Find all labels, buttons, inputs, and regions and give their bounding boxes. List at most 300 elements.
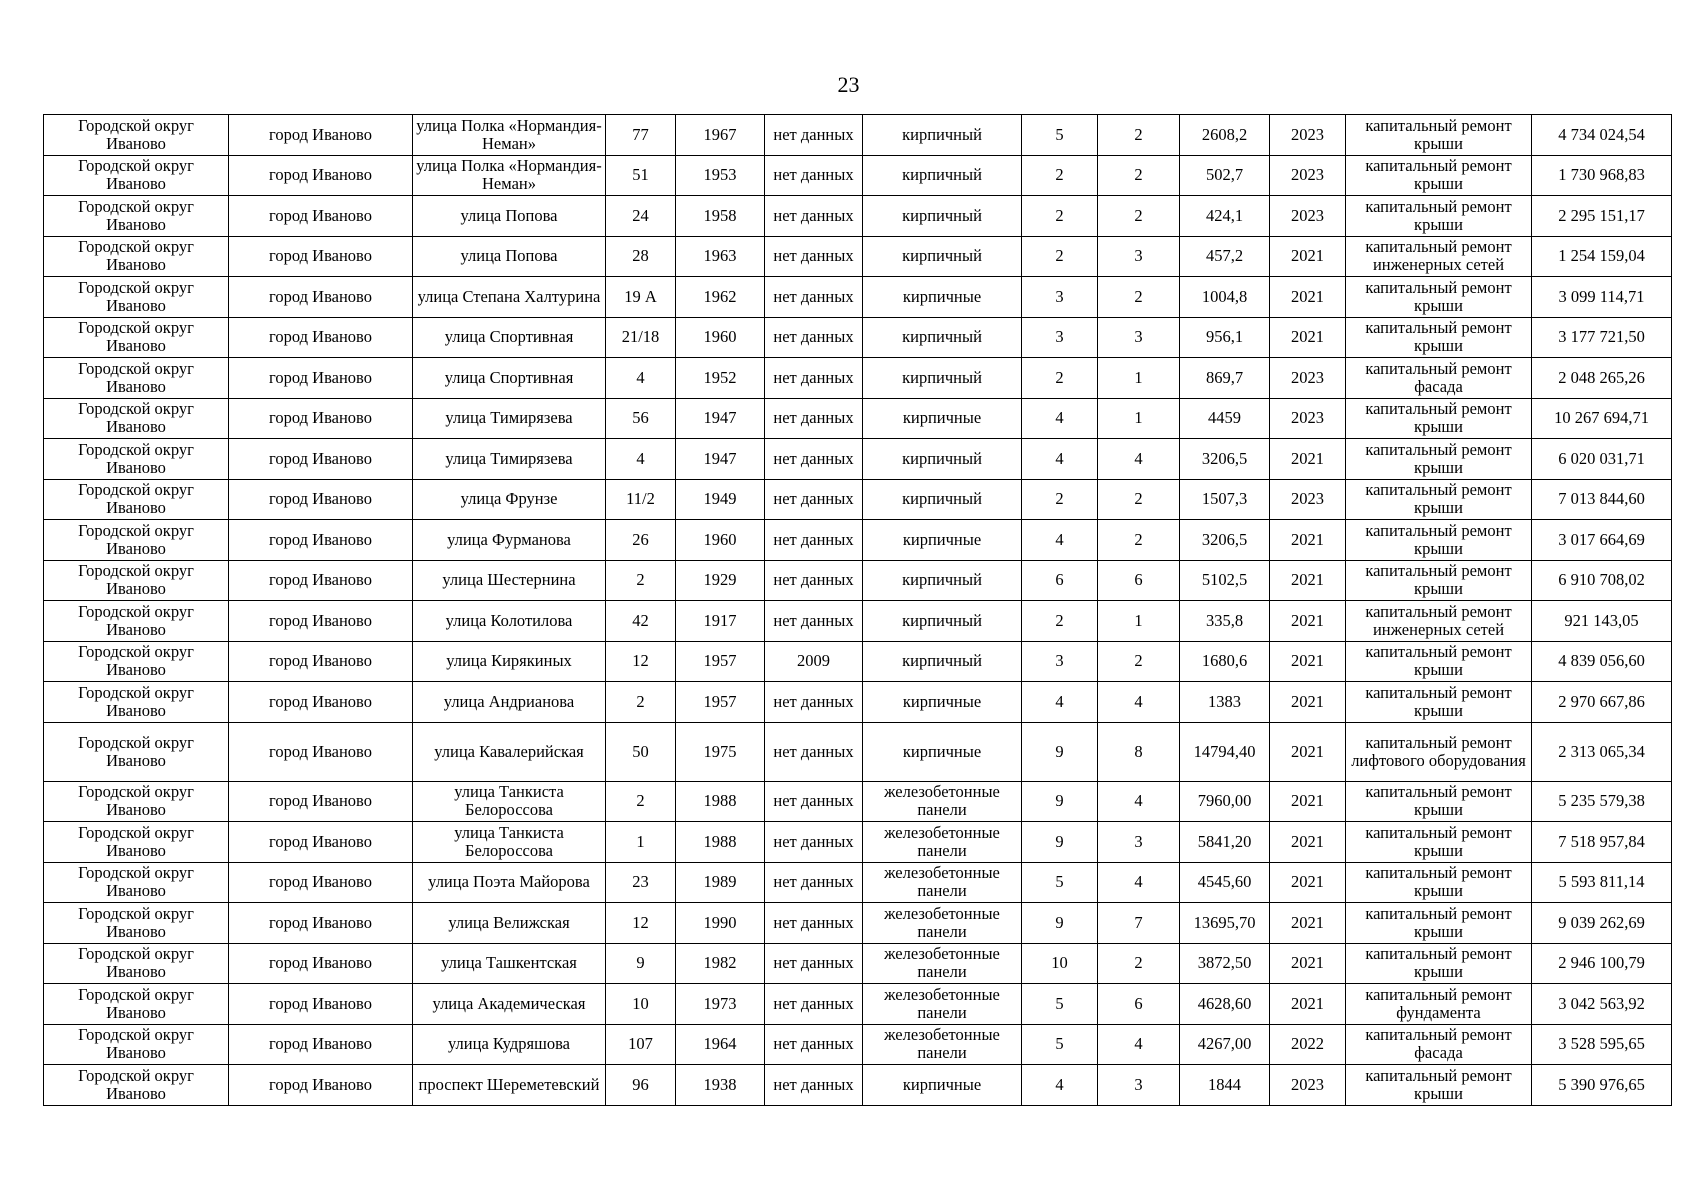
cell-floors: 2 xyxy=(1022,601,1098,642)
cell-municipality: Городской округ Иваново xyxy=(44,601,229,642)
cell-year-built: 1949 xyxy=(676,479,765,520)
cell-area: 5841,20 xyxy=(1180,822,1270,863)
cell-house-number: 2 xyxy=(606,682,676,723)
cell-street: улица Кудряшова xyxy=(413,1024,606,1065)
cell-repair-type: капитальный ремонт крыши xyxy=(1346,196,1532,237)
cell-settlement: город Иваново xyxy=(229,317,413,358)
cell-area: 4459 xyxy=(1180,398,1270,439)
cell-cost: 4 734 024,54 xyxy=(1532,115,1672,156)
cell-repair-type: капитальный ремонт крыши xyxy=(1346,155,1532,196)
cell-floors: 4 xyxy=(1022,520,1098,561)
cell-year-built: 1988 xyxy=(676,822,765,863)
cell-year-built: 1962 xyxy=(676,277,765,318)
cell-repair-year: 2021 xyxy=(1270,439,1346,480)
table-row xyxy=(44,781,1672,822)
cell-entrances: 4 xyxy=(1098,781,1180,822)
cell-repair-type: капитальный ремонт крыши xyxy=(1346,682,1532,723)
cell-municipality: Городской округ Иваново xyxy=(44,781,229,822)
cell-year-renovated: нет данных xyxy=(765,236,863,277)
cell-cost: 1 730 968,83 xyxy=(1532,155,1672,196)
cell-cost: 5 390 976,65 xyxy=(1532,1065,1672,1106)
cell-wall-material: железобетонные панели xyxy=(863,943,1022,984)
cell-street: улица Тимирязева xyxy=(413,439,606,480)
cell-entrances: 6 xyxy=(1098,560,1180,601)
cell-repair-type: капитальный ремонт фасада xyxy=(1346,1024,1532,1065)
cell-house-number: 96 xyxy=(606,1065,676,1106)
cell-cost: 3 099 114,71 xyxy=(1532,277,1672,318)
cell-street: улица Академическая xyxy=(413,984,606,1025)
cell-wall-material: кирпичный xyxy=(863,641,1022,682)
cell-repair-type: капитальный ремонт крыши xyxy=(1346,781,1532,822)
cell-area: 2608,2 xyxy=(1180,115,1270,156)
cell-settlement: город Иваново xyxy=(229,479,413,520)
cell-settlement: город Иваново xyxy=(229,439,413,480)
cell-year-built: 1917 xyxy=(676,601,765,642)
cell-entrances: 4 xyxy=(1098,862,1180,903)
cell-street: улица Ташкентская xyxy=(413,943,606,984)
cell-repair-year: 2023 xyxy=(1270,155,1346,196)
cell-repair-type: капитальный ремонт лифтового оборудования xyxy=(1346,722,1532,781)
cell-area: 13695,70 xyxy=(1180,903,1270,944)
cell-street: проспект Шереметевский xyxy=(413,1065,606,1106)
cell-wall-material: кирпичные xyxy=(863,682,1022,723)
cell-municipality: Городской округ Иваново xyxy=(44,722,229,781)
cell-settlement: город Иваново xyxy=(229,822,413,863)
cell-cost: 7 013 844,60 xyxy=(1532,479,1672,520)
cell-wall-material: железобетонные панели xyxy=(863,984,1022,1025)
cell-cost: 2 970 667,86 xyxy=(1532,682,1672,723)
cell-municipality: Городской округ Иваново xyxy=(44,1065,229,1106)
cell-area: 1004,8 xyxy=(1180,277,1270,318)
cell-settlement: город Иваново xyxy=(229,236,413,277)
cell-repair-type: капитальный ремонт крыши xyxy=(1346,317,1532,358)
cell-year-renovated: нет данных xyxy=(765,984,863,1025)
cell-cost: 921 143,05 xyxy=(1532,601,1672,642)
cell-area: 1680,6 xyxy=(1180,641,1270,682)
cell-area: 7960,00 xyxy=(1180,781,1270,822)
cell-settlement: город Иваново xyxy=(229,155,413,196)
cell-year-renovated: нет данных xyxy=(765,398,863,439)
cell-settlement: город Иваново xyxy=(229,560,413,601)
cell-year-built: 1975 xyxy=(676,722,765,781)
cell-street: улица Фурманова xyxy=(413,520,606,561)
cell-street: улица Попова xyxy=(413,236,606,277)
cell-repair-year: 2021 xyxy=(1270,822,1346,863)
cell-year-built: 1957 xyxy=(676,641,765,682)
cell-wall-material: кирпичные xyxy=(863,277,1022,318)
cell-street: улица Колотилова xyxy=(413,601,606,642)
cell-repair-year: 2021 xyxy=(1270,601,1346,642)
cell-entrances: 8 xyxy=(1098,722,1180,781)
cell-entrances: 2 xyxy=(1098,520,1180,561)
cell-street: улица Степана Халтурина xyxy=(413,277,606,318)
cell-cost: 3 177 721,50 xyxy=(1532,317,1672,358)
table-row xyxy=(44,984,1672,1025)
cell-area: 457,2 xyxy=(1180,236,1270,277)
cell-floors: 6 xyxy=(1022,560,1098,601)
cell-cost: 3 017 664,69 xyxy=(1532,520,1672,561)
cell-repair-year: 2021 xyxy=(1270,277,1346,318)
cell-year-renovated: нет данных xyxy=(765,1024,863,1065)
cell-repair-year: 2021 xyxy=(1270,236,1346,277)
cell-repair-type: капитальный ремонт крыши xyxy=(1346,903,1532,944)
cell-repair-year: 2021 xyxy=(1270,781,1346,822)
cell-wall-material: кирпичные xyxy=(863,722,1022,781)
cell-year-renovated: нет данных xyxy=(765,601,863,642)
cell-house-number: 2 xyxy=(606,560,676,601)
cell-repair-year: 2021 xyxy=(1270,903,1346,944)
cell-floors: 4 xyxy=(1022,398,1098,439)
cell-settlement: город Иваново xyxy=(229,115,413,156)
cell-floors: 9 xyxy=(1022,722,1098,781)
cell-entrances: 1 xyxy=(1098,601,1180,642)
cell-house-number: 12 xyxy=(606,903,676,944)
cell-year-built: 1960 xyxy=(676,317,765,358)
cell-floors: 4 xyxy=(1022,682,1098,723)
cell-house-number: 4 xyxy=(606,358,676,399)
cell-year-built: 1982 xyxy=(676,943,765,984)
cell-settlement: город Иваново xyxy=(229,903,413,944)
cell-wall-material: кирпичные xyxy=(863,520,1022,561)
cell-repair-year: 2023 xyxy=(1270,358,1346,399)
cell-year-renovated: нет данных xyxy=(765,822,863,863)
cell-settlement: город Иваново xyxy=(229,943,413,984)
cell-wall-material: кирпичный xyxy=(863,479,1022,520)
cell-repair-year: 2023 xyxy=(1270,1065,1346,1106)
cell-municipality: Городской округ Иваново xyxy=(44,560,229,601)
cell-repair-year: 2021 xyxy=(1270,862,1346,903)
cell-repair-year: 2022 xyxy=(1270,1024,1346,1065)
cell-year-renovated: нет данных xyxy=(765,1065,863,1106)
cell-street: улица Полка «Нормандия-Неман» xyxy=(413,115,606,156)
cell-street: улица Фрунзе xyxy=(413,479,606,520)
table-row xyxy=(44,155,1672,196)
cell-municipality: Городской округ Иваново xyxy=(44,682,229,723)
cell-house-number: 23 xyxy=(606,862,676,903)
cell-house-number: 12 xyxy=(606,641,676,682)
cell-floors: 5 xyxy=(1022,1024,1098,1065)
cell-repair-year: 2021 xyxy=(1270,317,1346,358)
table-row xyxy=(44,479,1672,520)
cell-floors: 5 xyxy=(1022,115,1098,156)
cell-wall-material: кирпичные xyxy=(863,1065,1022,1106)
cell-wall-material: железобетонные панели xyxy=(863,1024,1022,1065)
cell-entrances: 1 xyxy=(1098,358,1180,399)
cell-repair-year: 2021 xyxy=(1270,560,1346,601)
cell-floors: 9 xyxy=(1022,781,1098,822)
cell-year-renovated: нет данных xyxy=(765,903,863,944)
cell-house-number: 11/2 xyxy=(606,479,676,520)
cell-area: 1383 xyxy=(1180,682,1270,723)
cell-entrances: 2 xyxy=(1098,277,1180,318)
cell-settlement: город Иваново xyxy=(229,358,413,399)
cell-municipality: Городской округ Иваново xyxy=(44,984,229,1025)
cell-house-number: 21/18 xyxy=(606,317,676,358)
cell-wall-material: кирпичный xyxy=(863,560,1022,601)
cell-entrances: 4 xyxy=(1098,682,1180,723)
cell-house-number: 77 xyxy=(606,115,676,156)
cell-area: 3206,5 xyxy=(1180,520,1270,561)
cell-cost: 6 910 708,02 xyxy=(1532,560,1672,601)
cell-repair-type: капитальный ремонт крыши xyxy=(1346,479,1532,520)
cell-municipality: Городской округ Иваново xyxy=(44,862,229,903)
cell-year-built: 1938 xyxy=(676,1065,765,1106)
cell-street: улица Спортивная xyxy=(413,358,606,399)
cell-wall-material: кирпичный xyxy=(863,236,1022,277)
cell-entrances: 2 xyxy=(1098,155,1180,196)
cell-cost: 10 267 694,71 xyxy=(1532,398,1672,439)
cell-repair-type: капитальный ремонт инженерных сетей xyxy=(1346,236,1532,277)
cell-entrances: 6 xyxy=(1098,984,1180,1025)
cell-repair-year: 2021 xyxy=(1270,722,1346,781)
cell-street: улица Кирякиных xyxy=(413,641,606,682)
cell-municipality: Городской округ Иваново xyxy=(44,479,229,520)
cell-municipality: Городской округ Иваново xyxy=(44,358,229,399)
cell-repair-type: капитальный ремонт крыши xyxy=(1346,943,1532,984)
cell-municipality: Городской округ Иваново xyxy=(44,641,229,682)
cell-settlement: город Иваново xyxy=(229,984,413,1025)
cell-settlement: город Иваново xyxy=(229,781,413,822)
table-row xyxy=(44,862,1672,903)
cell-year-renovated: 2009 xyxy=(765,641,863,682)
cell-house-number: 51 xyxy=(606,155,676,196)
table-row xyxy=(44,1024,1672,1065)
cell-wall-material: кирпичный xyxy=(863,358,1022,399)
cell-year-built: 1967 xyxy=(676,115,765,156)
cell-cost: 1 254 159,04 xyxy=(1532,236,1672,277)
cell-year-built: 1952 xyxy=(676,358,765,399)
cell-year-renovated: нет данных xyxy=(765,560,863,601)
cell-house-number: 28 xyxy=(606,236,676,277)
cell-repair-type: капитальный ремонт фасада xyxy=(1346,358,1532,399)
cell-cost: 9 039 262,69 xyxy=(1532,903,1672,944)
cell-repair-type: капитальный ремонт крыши xyxy=(1346,641,1532,682)
cell-year-built: 1964 xyxy=(676,1024,765,1065)
cell-entrances: 2 xyxy=(1098,641,1180,682)
cell-area: 1844 xyxy=(1180,1065,1270,1106)
cell-entrances: 4 xyxy=(1098,1024,1180,1065)
cell-house-number: 56 xyxy=(606,398,676,439)
cell-municipality: Городской округ Иваново xyxy=(44,196,229,237)
cell-settlement: город Иваново xyxy=(229,682,413,723)
cell-floors: 2 xyxy=(1022,236,1098,277)
cell-repair-year: 2021 xyxy=(1270,520,1346,561)
cell-year-renovated: нет данных xyxy=(765,520,863,561)
cell-year-built: 1947 xyxy=(676,398,765,439)
cell-repair-year: 2021 xyxy=(1270,682,1346,723)
cell-house-number: 10 xyxy=(606,984,676,1025)
cell-cost: 2 313 065,34 xyxy=(1532,722,1672,781)
cell-street: улица Шестернина xyxy=(413,560,606,601)
cell-year-built: 1960 xyxy=(676,520,765,561)
cell-wall-material: кирпичный xyxy=(863,155,1022,196)
cell-area: 3872,50 xyxy=(1180,943,1270,984)
cell-entrances: 3 xyxy=(1098,317,1180,358)
cell-repair-type: капитальный ремонт крыши xyxy=(1346,115,1532,156)
cell-street: улица Андрианова xyxy=(413,682,606,723)
cell-entrances: 3 xyxy=(1098,822,1180,863)
cell-entrances: 2 xyxy=(1098,115,1180,156)
cell-floors: 3 xyxy=(1022,277,1098,318)
cell-entrances: 2 xyxy=(1098,943,1180,984)
cell-settlement: город Иваново xyxy=(229,1024,413,1065)
cell-house-number: 4 xyxy=(606,439,676,480)
cell-street: улица Тимирязева xyxy=(413,398,606,439)
cell-settlement: город Иваново xyxy=(229,601,413,642)
cell-wall-material: кирпичные xyxy=(863,398,1022,439)
table-row xyxy=(44,682,1672,723)
cell-year-built: 1988 xyxy=(676,781,765,822)
cell-year-renovated: нет данных xyxy=(765,862,863,903)
cell-street: улица Велижская xyxy=(413,903,606,944)
cell-cost: 5 593 811,14 xyxy=(1532,862,1672,903)
cell-settlement: город Иваново xyxy=(229,277,413,318)
cell-area: 424,1 xyxy=(1180,196,1270,237)
cell-year-renovated: нет данных xyxy=(765,317,863,358)
table-row xyxy=(44,236,1672,277)
cell-municipality: Городской округ Иваново xyxy=(44,317,229,358)
cell-cost: 2 295 151,17 xyxy=(1532,196,1672,237)
cell-repair-type: капитальный ремонт фундамента xyxy=(1346,984,1532,1025)
cell-cost: 3 528 595,65 xyxy=(1532,1024,1672,1065)
cell-year-renovated: нет данных xyxy=(765,781,863,822)
cell-cost: 6 020 031,71 xyxy=(1532,439,1672,480)
table-row xyxy=(44,822,1672,863)
cell-floors: 2 xyxy=(1022,479,1098,520)
cell-settlement: город Иваново xyxy=(229,196,413,237)
housing-repair-table xyxy=(43,114,1672,1106)
cell-street: улица Танкиста Белороссова xyxy=(413,781,606,822)
cell-municipality: Городской округ Иваново xyxy=(44,903,229,944)
cell-house-number: 26 xyxy=(606,520,676,561)
cell-year-renovated: нет данных xyxy=(765,277,863,318)
cell-municipality: Городской округ Иваново xyxy=(44,155,229,196)
cell-settlement: город Иваново xyxy=(229,641,413,682)
cell-year-built: 1958 xyxy=(676,196,765,237)
cell-house-number: 1 xyxy=(606,822,676,863)
cell-municipality: Городской округ Иваново xyxy=(44,439,229,480)
cell-wall-material: кирпичный xyxy=(863,439,1022,480)
cell-year-built: 1929 xyxy=(676,560,765,601)
cell-year-renovated: нет данных xyxy=(765,196,863,237)
table-row xyxy=(44,722,1672,781)
cell-municipality: Городской округ Иваново xyxy=(44,115,229,156)
cell-wall-material: кирпичный xyxy=(863,115,1022,156)
cell-settlement: город Иваново xyxy=(229,862,413,903)
cell-floors: 10 xyxy=(1022,943,1098,984)
cell-wall-material: железобетонные панели xyxy=(863,862,1022,903)
cell-entrances: 3 xyxy=(1098,236,1180,277)
table-row xyxy=(44,115,1672,156)
cell-cost: 3 042 563,92 xyxy=(1532,984,1672,1025)
cell-year-built: 1963 xyxy=(676,236,765,277)
table-row xyxy=(44,196,1672,237)
cell-repair-type: капитальный ремонт инженерных сетей xyxy=(1346,601,1532,642)
cell-repair-year: 2023 xyxy=(1270,196,1346,237)
cell-year-renovated: нет данных xyxy=(765,479,863,520)
cell-street: улица Танкиста Белороссова xyxy=(413,822,606,863)
cell-settlement: город Иваново xyxy=(229,1065,413,1106)
cell-settlement: город Иваново xyxy=(229,722,413,781)
cell-area: 335,8 xyxy=(1180,601,1270,642)
cell-year-renovated: нет данных xyxy=(765,115,863,156)
cell-floors: 4 xyxy=(1022,1065,1098,1106)
cell-repair-type: капитальный ремонт крыши xyxy=(1346,560,1532,601)
cell-entrances: 2 xyxy=(1098,479,1180,520)
cell-year-built: 1947 xyxy=(676,439,765,480)
cell-year-built: 1990 xyxy=(676,903,765,944)
cell-entrances: 2 xyxy=(1098,196,1180,237)
cell-year-renovated: нет данных xyxy=(765,943,863,984)
cell-house-number: 2 xyxy=(606,781,676,822)
cell-repair-year: 2023 xyxy=(1270,479,1346,520)
cell-entrances: 3 xyxy=(1098,1065,1180,1106)
table-row xyxy=(44,641,1672,682)
cell-municipality: Городской округ Иваново xyxy=(44,398,229,439)
cell-area: 502,7 xyxy=(1180,155,1270,196)
cell-cost: 5 235 579,38 xyxy=(1532,781,1672,822)
cell-wall-material: кирпичный xyxy=(863,601,1022,642)
cell-wall-material: кирпичный xyxy=(863,317,1022,358)
cell-repair-year: 2021 xyxy=(1270,984,1346,1025)
table-row xyxy=(44,943,1672,984)
cell-floors: 2 xyxy=(1022,155,1098,196)
cell-area: 956,1 xyxy=(1180,317,1270,358)
table-row xyxy=(44,277,1672,318)
cell-floors: 2 xyxy=(1022,196,1098,237)
cell-house-number: 107 xyxy=(606,1024,676,1065)
cell-street: улица Кавалерийская xyxy=(413,722,606,781)
cell-wall-material: кирпичный xyxy=(863,196,1022,237)
cell-floors: 5 xyxy=(1022,862,1098,903)
cell-street: улица Попова xyxy=(413,196,606,237)
cell-year-built: 1973 xyxy=(676,984,765,1025)
table-row xyxy=(44,398,1672,439)
cell-wall-material: железобетонные панели xyxy=(863,903,1022,944)
cell-entrances: 1 xyxy=(1098,398,1180,439)
cell-floors: 9 xyxy=(1022,903,1098,944)
cell-floors: 4 xyxy=(1022,439,1098,480)
cell-year-built: 1989 xyxy=(676,862,765,903)
cell-municipality: Городской округ Иваново xyxy=(44,236,229,277)
cell-house-number: 50 xyxy=(606,722,676,781)
cell-area: 4545,60 xyxy=(1180,862,1270,903)
cell-year-renovated: нет данных xyxy=(765,682,863,723)
cell-floors: 3 xyxy=(1022,641,1098,682)
cell-area: 869,7 xyxy=(1180,358,1270,399)
page-number: 23 xyxy=(837,72,860,97)
cell-repair-type: капитальный ремонт крыши xyxy=(1346,822,1532,863)
cell-floors: 2 xyxy=(1022,358,1098,399)
cell-house-number: 24 xyxy=(606,196,676,237)
cell-floors: 5 xyxy=(1022,984,1098,1025)
cell-cost: 4 839 056,60 xyxy=(1532,641,1672,682)
table-row xyxy=(44,317,1672,358)
cell-repair-type: капитальный ремонт крыши xyxy=(1346,520,1532,561)
cell-year-renovated: нет данных xyxy=(765,439,863,480)
cell-cost: 7 518 957,84 xyxy=(1532,822,1672,863)
cell-cost: 2 946 100,79 xyxy=(1532,943,1672,984)
cell-repair-type: капитальный ремонт крыши xyxy=(1346,862,1532,903)
cell-year-renovated: нет данных xyxy=(765,155,863,196)
cell-entrances: 7 xyxy=(1098,903,1180,944)
cell-wall-material: железобетонные панели xyxy=(863,781,1022,822)
cell-repair-type: капитальный ремонт крыши xyxy=(1346,1065,1532,1106)
cell-municipality: Городской округ Иваново xyxy=(44,822,229,863)
cell-year-built: 1957 xyxy=(676,682,765,723)
cell-area: 4267,00 xyxy=(1180,1024,1270,1065)
cell-repair-year: 2021 xyxy=(1270,641,1346,682)
